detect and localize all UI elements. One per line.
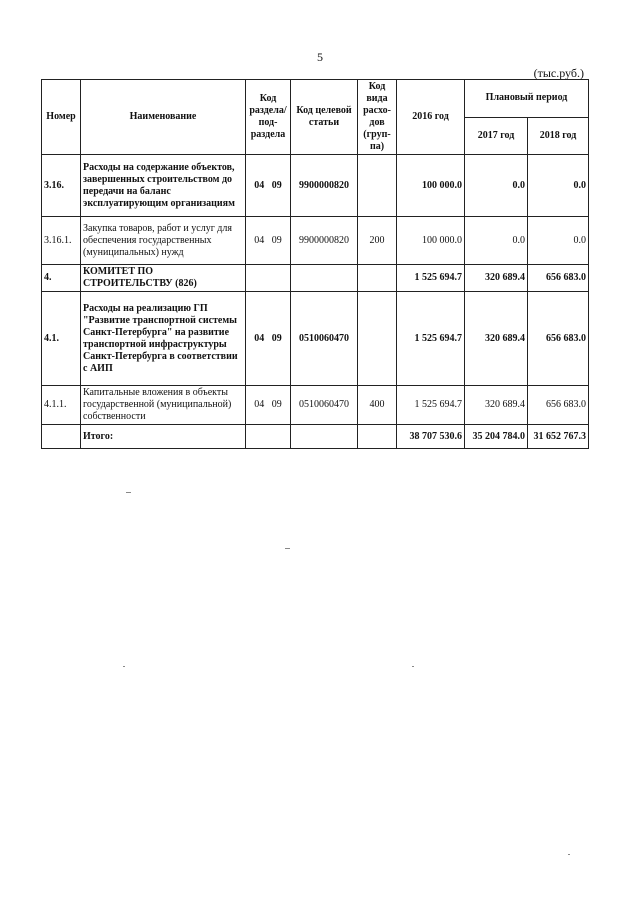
row-2016: 1 525 694.7 [397,265,465,292]
header-section: Код раздела/ под-раздела [246,80,291,155]
budget-table [41,79,589,449]
header-expense-type: Код вида расхо-дов (груп-па) [358,80,397,155]
row-number: 4. [42,265,81,292]
row-number: 3.16.1. [42,217,81,265]
page-number: 5 [317,50,323,64]
row-target: 9900000820 [291,217,358,265]
section-code: 04 [254,234,265,246]
row-2016: 100 000.0 [397,155,465,217]
scan-speck [126,492,131,493]
row-number: 3.16. [42,155,81,217]
table-row [42,217,589,265]
header-row [42,80,589,118]
header-2017: 2017 год [465,117,528,155]
units-label: (тыс.руб.) [533,66,584,80]
row-target: 9900000820 [291,155,358,217]
row-name: Расходы на содержание объектов, завершенных строительством до передачи на баланс эксплуатирующим организациям [81,155,246,217]
row-number: 4.1.1. [42,386,81,425]
row-section [246,265,291,292]
row-section [246,155,291,217]
row-2017: 0.0 [465,217,528,265]
row-type [358,265,397,292]
subsection-code: 09 [271,179,282,191]
row-2018: 0.0 [528,217,589,265]
section-code: 04 [254,399,265,410]
header-2018: 2018 год [528,117,589,155]
row-number: 4.1. [42,292,81,386]
row-2018: 0.0 [528,155,589,217]
row-name: КОМИТЕТ ПО СТРОИТЕЛЬСТВУ (826) [81,265,246,292]
scan-speck [285,548,290,549]
table-row [42,386,589,425]
table-row [42,155,589,217]
row-2017: 35 204 784.0 [465,425,528,449]
scan-speck [412,666,414,667]
subsection-code: 09 [271,399,282,410]
row-2018: 656 683.0 [528,265,589,292]
row-2016: 38 707 530.6 [397,425,465,449]
row-section [246,217,291,265]
header-name: Наименование [81,80,246,155]
row-section [246,425,291,449]
row-type [358,155,397,217]
total-row [42,425,589,449]
row-target [291,265,358,292]
row-2016: 1 525 694.7 [397,386,465,425]
header-2016: 2016 год [397,80,465,155]
row-name: Итого: [81,425,246,449]
row-target: 0510060470 [291,292,358,386]
row-2017: 320 689.4 [465,386,528,425]
row-type: 200 [358,217,397,265]
subsection-code: 09 [271,234,282,246]
row-type: 400 [358,386,397,425]
row-target [291,425,358,449]
row-target: 0510060470 [291,386,358,425]
section-code: 04 [254,332,265,344]
scan-speck [568,854,570,855]
subsection-code: 09 [271,332,282,344]
section-code: 04 [254,179,265,191]
row-type [358,425,397,449]
row-2017: 320 689.4 [465,265,528,292]
scan-speck [123,666,125,667]
row-2017: 0.0 [465,155,528,217]
row-number [42,425,81,449]
row-2017: 320 689.4 [465,292,528,386]
row-section [246,386,291,425]
header-planned-period: Плановый период [465,80,589,118]
row-name: Закупка товаров, работ и услуг для обеспечения государственных (муниципальных) нужд [81,217,246,265]
table-row [42,265,589,292]
row-2018: 656 683.0 [528,292,589,386]
row-2018: 31 652 767.3 [528,425,589,449]
header-number: Номер [42,80,81,155]
row-name: Расходы на реализацию ГП "Развитие транспортной системы Санкт-Петербурга" на развитие транспортной инфраструктуры Санкт-Петербурга в соответствии с АИП [81,292,246,386]
row-type [358,292,397,386]
header-target: Код целевой статьи [291,80,358,155]
table-row [42,292,589,386]
row-section [246,292,291,386]
row-name: Капитальные вложения в объекты государственной (муниципальной) собственности [81,386,246,425]
row-2016: 1 525 694.7 [397,292,465,386]
row-2016: 100 000.0 [397,217,465,265]
row-2018: 656 683.0 [528,386,589,425]
